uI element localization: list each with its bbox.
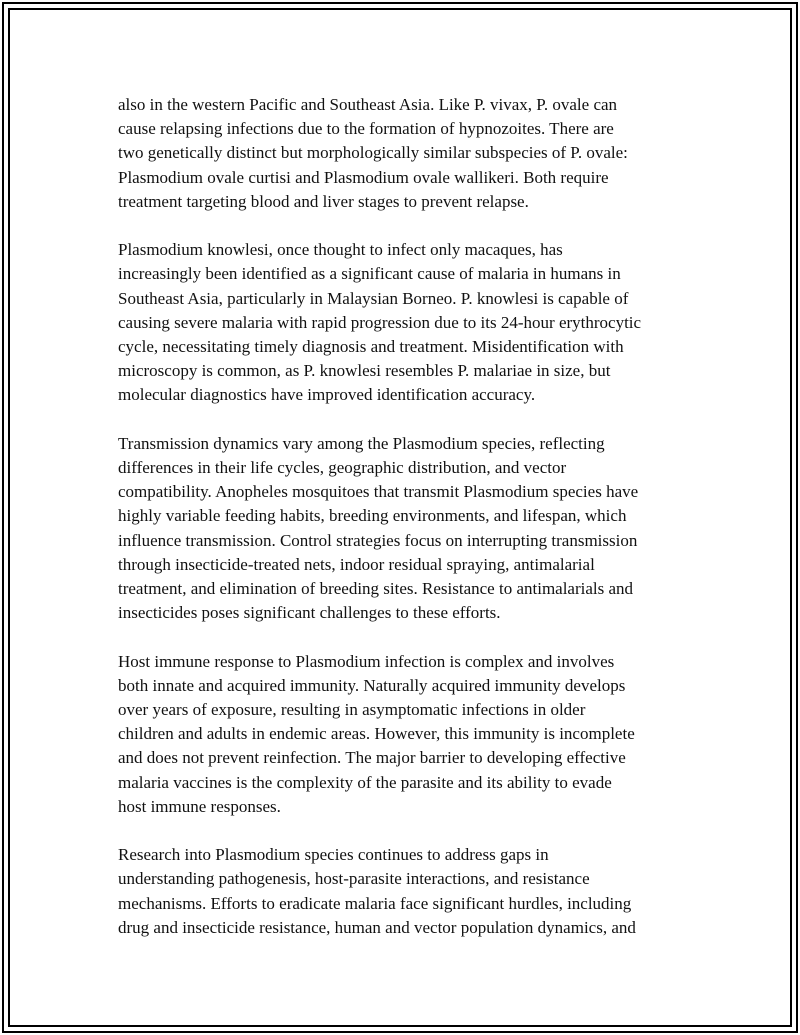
paragraph-transmission: Transmission dynamics vary among the Plasmodium species, reflecting differences in their life cycles, geographic distribution, and vector compatibility. Anopheles mosquitoes that transmit Plasmodium species have highly variable feeding habits, breeding environments, and lifespan, which influence transmission. Control strategies focus on interrupting transmission through insecticide-treated nets, indoor residual spraying, antimalarial treatment, and elimination of breeding sites. Resistance to antimalarials and insecticides poses significant challenges to these efforts. [118, 433, 639, 623]
paragraph-ovale: also in the western Pacific and Southeast Asia. Like P. vivax, P. ovale can cause relapsing infections due to the formation of hypnozoites. There are two genetically distinct but morphologically similar subspecies of P. ovale: Plasmodium ovale curtisi and Plasmodium ovale wallikeri. Both require treatment targeting blood and liver stages to prevent relapse. [118, 95, 628, 211]
paragraph-immune-response: Host immune response to Plasmodium infection is complex and involves both innate and acquired immunity. Naturally acquired immunity develops over years of exposure, resulting in asymptomatic infections in older children and adults in endemic areas. However, this immunity is incomplete and does not prevent reinfection. The major barrier to developing effective malaria vaccines is the complexity of the parasite and its ability to evade host immune responses. [118, 651, 635, 816]
paragraph-research: Research into Plasmodium species continues to address gaps in understanding pathogenesis, host-parasite interactions, and resistance mechanisms. Efforts to eradicate malaria face significant hurdles, including drug and insecticide resistance, human and vector population dynamics, and [118, 845, 636, 937]
document-body [118, 93, 686, 940]
paragraph-knowlesi: Plasmodium knowlesi, once thought to infect only macaques, has increasingly been identified as a significant cause of malaria in humans in Southeast Asia, particularly in Malaysian Borneo. P. knowlesi is capable of causing severe malaria with rapid progression due to its 24-hour erythrocytic cycle, necessitating timely diagnosis and treatment. Misidentification with microscopy is common, as P. knowlesi resembles P. malariae in size, but molecular diagnostics have improved identification accuracy. [118, 240, 642, 405]
